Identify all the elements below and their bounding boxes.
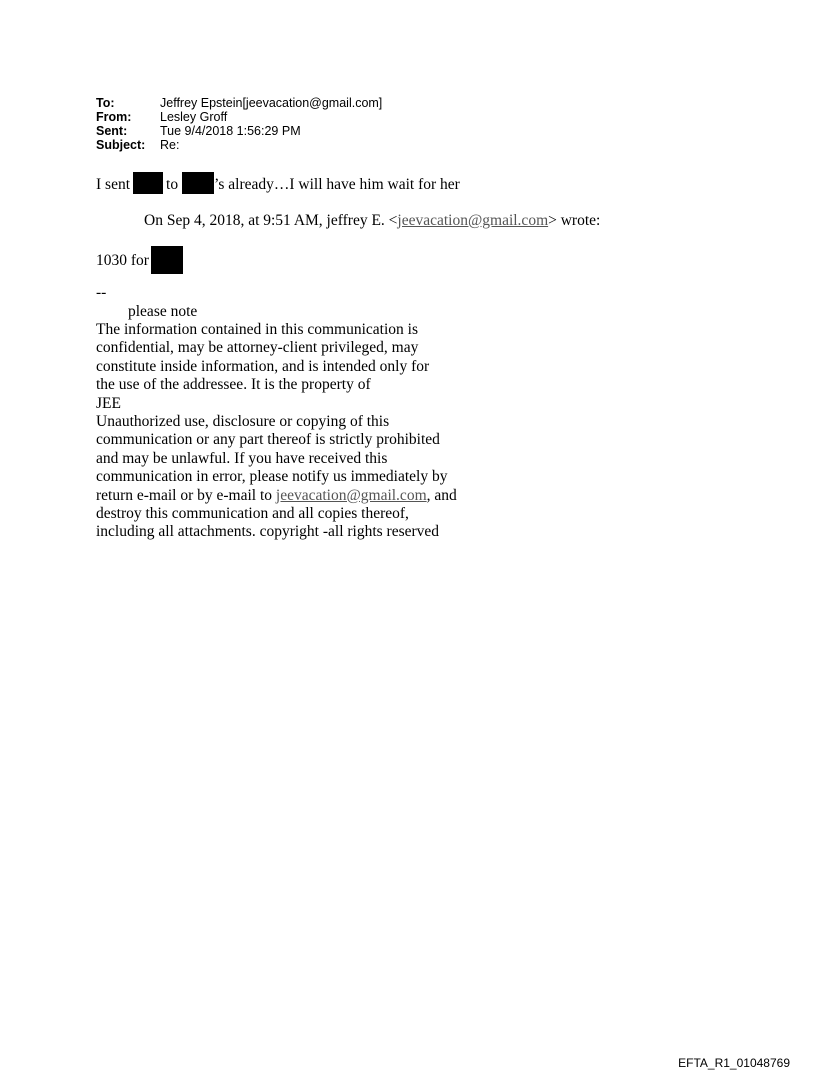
sent-row	[96, 124, 382, 138]
reply-line	[96, 172, 460, 196]
to-label: To:	[96, 96, 115, 110]
email-header	[96, 96, 382, 152]
subject-row	[96, 138, 382, 152]
disclaimer-line: communication in error, please notify us immediately by	[96, 468, 448, 486]
from-row	[96, 110, 382, 124]
disclaimer-line: the use of the addressee. It is the property of	[96, 376, 371, 394]
subject-label: Subject:	[96, 138, 146, 152]
disclaimer-line: constitute inside information, and is intended only for	[96, 357, 430, 375]
sent-value: Tue 9/4/2018 1:56:29 PM	[160, 124, 301, 138]
disclaimer-line	[96, 487, 486, 505]
to-row	[96, 96, 382, 110]
document-id: EFTA_R1_01048769	[678, 1056, 790, 1070]
signature-dash: --	[96, 284, 107, 301]
subject-value: Re:	[160, 138, 180, 152]
disclaimer	[96, 321, 486, 542]
disclaimer-line: destroy this communication and all copies thereof,	[96, 505, 409, 523]
to-value: Jeffrey Epstein[jeevacation@gmail.com]	[160, 96, 383, 110]
quote-intro: On Sep 4, 2018, at 9:51 AM, jeffrey E. <	[144, 212, 398, 229]
quote-attribution	[144, 210, 600, 232]
disclaimer-line: Unauthorized use, disclosure or copying of this	[96, 413, 390, 431]
disclaimer-line: JEE	[96, 394, 121, 412]
sent-label: Sent:	[96, 124, 128, 138]
quote-email-link[interactable]: jeevacation@gmail.com	[397, 212, 549, 229]
please-note: please note	[128, 303, 198, 320]
reply-text-2: to	[166, 176, 179, 193]
disclaimer-line: including all attachments. copyright -all rights reserved	[96, 523, 440, 541]
disclaimer-line: and may be unlawful. If you have received this	[96, 449, 388, 467]
redaction-box	[133, 172, 163, 194]
disclaimer-line: The information contained in this communication is	[96, 321, 418, 338]
disclaimer-line-text: return e-mail or by e-mail to	[96, 486, 276, 504]
quote-end: > wrote:	[548, 212, 601, 229]
disclaimer-line: confidential, may be attorney-client privileged, may	[96, 339, 419, 357]
disclaimer-line-text: , and	[426, 486, 457, 504]
from-value: Lesley Groff	[160, 110, 228, 124]
disclaimer-email-link[interactable]: jeevacation@gmail.com	[275, 486, 427, 504]
reply-text-3: ’s already…I will have him wait for her	[214, 176, 460, 193]
original-text: 1030 for	[96, 252, 149, 269]
disclaimer-line: communication or any part thereof is strictly prohibited	[96, 431, 440, 449]
from-label: From:	[96, 110, 132, 124]
reply-text-1: I sent	[96, 176, 131, 193]
redaction-box	[151, 246, 183, 274]
redaction-box	[182, 172, 214, 194]
original-message	[96, 246, 183, 274]
